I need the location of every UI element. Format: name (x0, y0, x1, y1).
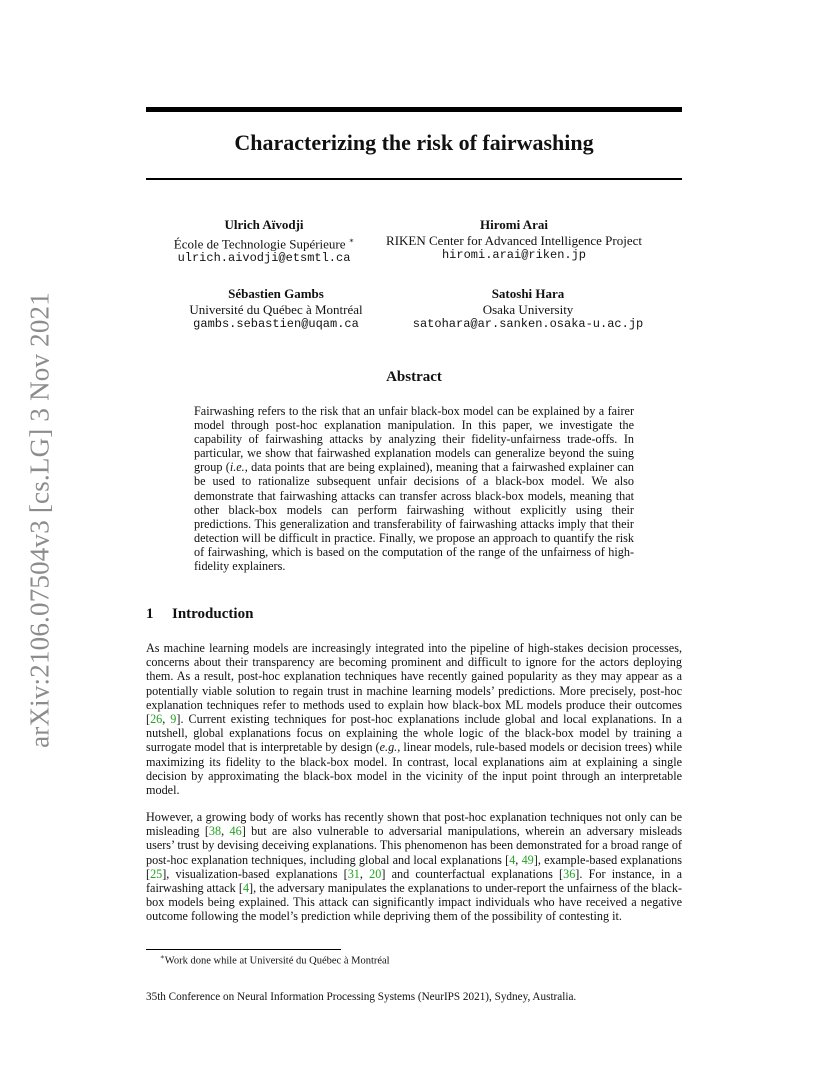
introduction-paragraph-2: However, a growing body of works has recently shown that post-hoc explanation techniques not only can be misleading [38, 46] but are also vulnerable to adversarial manipulations, wherein an adversary misleads users’ trust by devising deceiving explanations. This phenomenon has been demonstrated for a broad range of post-hoc explanation techniques, including global and local explanations [4, 49], example-based explanations [25], visualization-based explanations [31, 20] and counterfactual explanations [36]. For instance, in a fairwashing attack [4], the adversary manipulates the explanations to under-report the unfairness of the black-box models being explained. This attack can significantly impact individuals who have received a negative outcome following the model’s prediction while depriving them of the possibility of contesting it. (146, 810, 683, 924)
abstract-heading: Abstract (386, 369, 442, 385)
author-name: Hiromi Arai (479, 217, 548, 232)
arxiv-identifier (20, 290, 60, 750)
author-name: Ulrich Aïvodji (224, 217, 304, 232)
abstract-text: Fairwashing refers to the risk that an unfair black-box model can be explained by a fairer model through post-hoc explanation manipulation. In this paper, we investigate the capability of fairwashing attacks by analyzing their fidelity-unfairness trade-offs. In particular, we show that fairwashed explanation models can generalize beyond the suing group (i.e., data points that are being explained), meaning that a fairwashed explainer can be used to rationalize subsequent unfair decisions of a black-box model. We also demonstrate that fairwashing attacks can transfer across black-box models, meaning that other black-box models can perform fairwashing without explicitly using their predictions. This generalization and transferability of fairwashing attacks imply that their detection will be difficult in practice. Finally, we propose an approach to quantify the risk of fairwashing, which is based on the computation of the range of the unfairness of high-fidelity explainers. (194, 404, 635, 574)
citation-link[interactable]: 4 (242, 881, 250, 896)
conference-note: 35th Conference on Neural Information Processing Systems (NeurIPS 2021), Sydney, Australia. (146, 991, 577, 1003)
author-block-1 (124, 217, 404, 267)
footnote-mark: ∗ (160, 953, 165, 961)
author-affiliation: École de Technologie Supérieure ∗ (173, 235, 355, 251)
author-name: Sébastien Gambs (228, 286, 324, 301)
paper-title: Characterizing the risk of fairwashing (234, 130, 594, 155)
footnote: ∗Work done while at Université du Québec à Montréal (160, 953, 390, 967)
citation-link[interactable]: 38 (208, 824, 222, 839)
author-affiliation: Université du Québec à Montréal (189, 301, 363, 317)
author-affiliation: Osaka University (482, 301, 574, 317)
title-top-rule (146, 107, 682, 112)
author-email: ulrich.aivodji@etsmtl.ca (177, 251, 351, 266)
footnote-rule (146, 949, 341, 950)
title-bottom-rule (146, 178, 682, 180)
section-heading-introduction (146, 606, 253, 623)
author-email: gambs.sebastien@uqam.ca (193, 317, 359, 331)
citation-link[interactable]: 4 (509, 852, 516, 867)
author-email: hiromi.arai@riken.jp (441, 248, 587, 262)
citation-link[interactable]: 25 (150, 866, 163, 881)
footnote-mark: ∗ (348, 235, 355, 245)
citation-link[interactable]: 9 (170, 712, 177, 727)
citation-link[interactable]: 20 (369, 866, 382, 881)
author-block-4 (388, 286, 668, 333)
introduction-paragraph-1: As machine learning models are increasingly integrated into the pipeline of high-stakes decision processes, concerns about their transparency are becoming prominent and difficult to ignore for the actors deploying them. As a result, post-hoc explanation techniques have recently gained popularity as they may appear as a potentially viable solution to regain trust in machine learning models’ predictions. More precisely, post-hoc explanation techniques refer to methods used to explain how black-box ML models produce their outcomes [26, 9]. Current existing techniques for post-hoc explanations include global and local explanations. In a nutshell, global explanations focus on explaining the whole logic of the black-box model by training a surrogate model that is interpretable by design (e.g., linear models, rule-based models or decision trees) while maximizing its fidelity to the black-box model. In contrast, local explanations aim at explaining a single decision by approximating the black-box model in the vicinity of the input point through an interpretable model. (146, 641, 683, 798)
citation-link[interactable]: 46 (229, 824, 242, 839)
section-title: Introduction (172, 606, 254, 622)
citation-link[interactable]: 31 (347, 866, 360, 881)
section-number: 1 (146, 606, 154, 622)
author-affiliation: RIKEN Center for Advanced Intelligence Project (386, 232, 642, 248)
citation-link[interactable]: 36 (563, 866, 576, 881)
arxiv-identifier-text: arXiv:2106.07504v3 [cs.LG] 3 Nov 2021 (24, 292, 55, 748)
author-block-2 (368, 217, 660, 264)
author-block-3 (136, 286, 416, 333)
citation-link[interactable]: 26 (150, 712, 163, 727)
author-name: Satoshi Hara (491, 286, 565, 301)
citation-link[interactable]: 49 (521, 852, 534, 867)
author-email: satohara@ar.sanken.osaka-u.ac.jp (412, 317, 644, 331)
